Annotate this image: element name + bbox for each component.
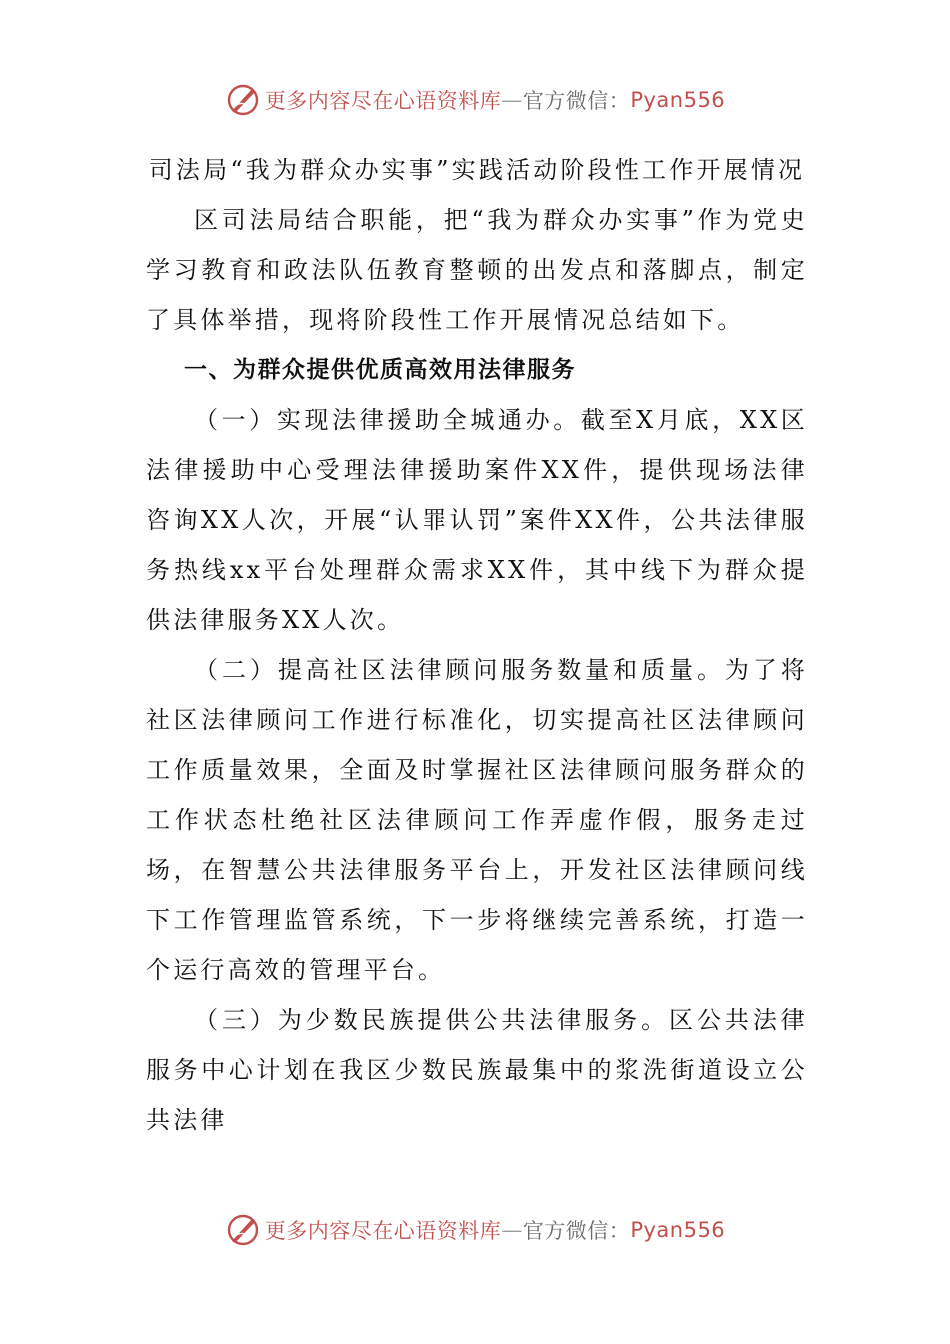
document-title: 司法局“我为群众办实事”实践活动阶段性工作开展情况 bbox=[148, 156, 806, 184]
paragraph-legal-aid: （一）实现法律援助全城通办。截至X月底，XX区法律援助中心受理法律援助案件XX件，提供现场法律咨询XX人次，开展“认罪认罚”案件XX件，公共法律服务热线xx平台处理群众需求XX件，其中线下为群众提供法律服务XX人次。 bbox=[146, 406, 808, 634]
watermark-dash: — bbox=[501, 1218, 523, 1242]
section-heading: 一、为群众提供优质高效用法律服务 bbox=[184, 357, 576, 383]
watermark-dash: — bbox=[501, 88, 523, 112]
watermark-header bbox=[0, 82, 950, 118]
watermark-wechat-id: Pyan556 bbox=[630, 88, 726, 112]
paragraph-community-advisor: （二）提高社区法律顾问服务数量和质量。为了将社区法律顾问工作进行标准化，切实提高社区法律顾问工作质量效果，全面及时掌握社区法律顾问服务群众的工作状态杜绝社区法律顾问工作弄虚作假，服务走过场，在智慧公共法律服务平台上，开发社区法律顾问线下工作管理监管系统，下一步将继续完善系统，打造一个运行高效的管理平台。 bbox=[146, 656, 808, 984]
quill-logo-icon bbox=[225, 1212, 261, 1248]
watermark-official: 官方微信： bbox=[522, 89, 631, 113]
watermark-brand: 更多内容尽在心语资料库 bbox=[264, 89, 502, 113]
quill-logo-icon bbox=[225, 82, 261, 118]
intro-paragraph: 区司法局结合职能，把“我为群众办实事”作为党史学习教育和政法队伍教育整顿的出发点和落脚点，制定了具体举措，现将阶段性工作开展情况总结如下。 bbox=[146, 206, 808, 334]
watermark-brand: 更多内容尽在心语资料库 bbox=[264, 1219, 502, 1243]
watermark-official: 官方微信： bbox=[522, 1219, 631, 1243]
watermark-footer bbox=[0, 1212, 950, 1248]
watermark-wechat-id: Pyan556 bbox=[630, 1218, 726, 1242]
paragraph-ethnic-minority: （三）为少数民族提供公共法律服务。区公共法律服务中心计划在我区少数民族最集中的浆洗街道设立公共法律 bbox=[146, 1006, 808, 1134]
document-body bbox=[146, 145, 808, 1145]
